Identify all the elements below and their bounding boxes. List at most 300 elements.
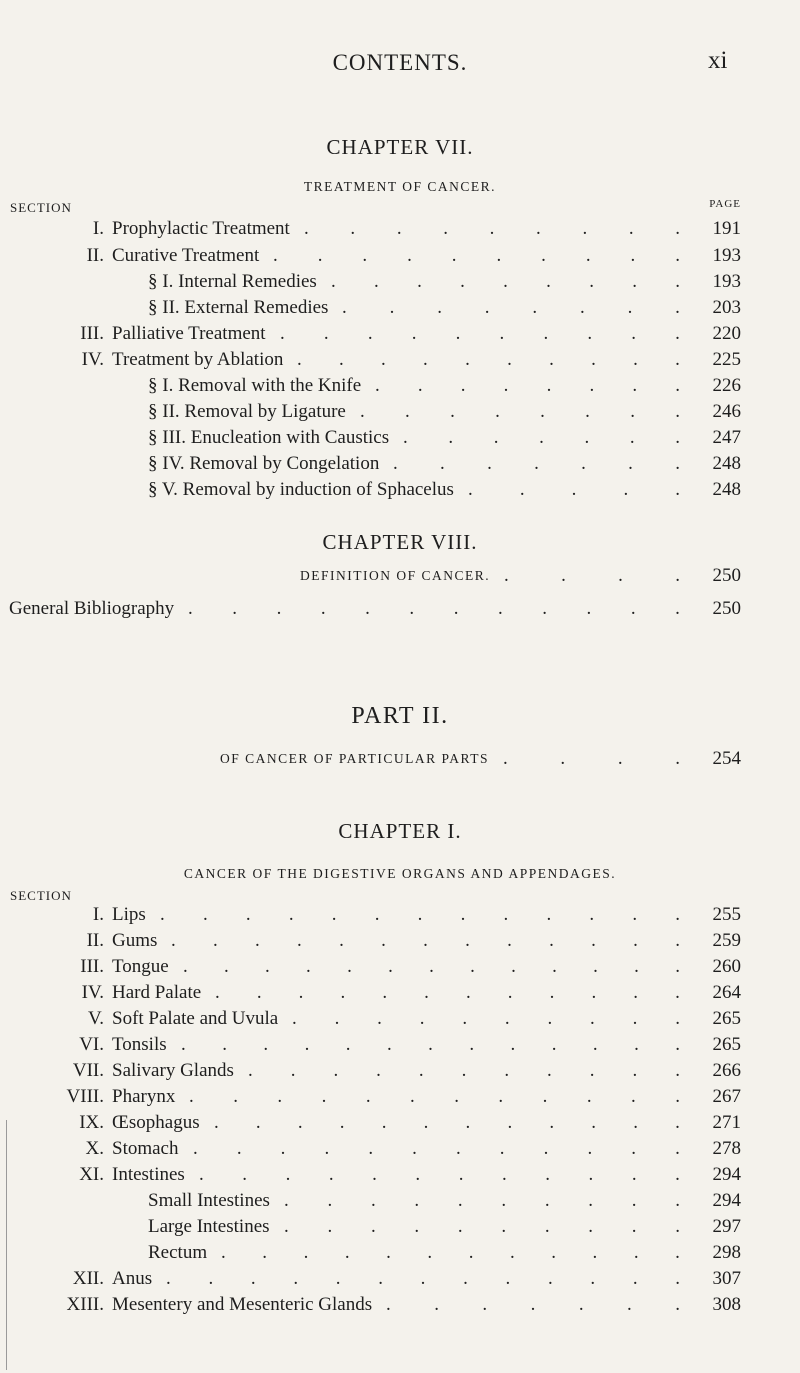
leader-dot: . xyxy=(265,956,270,977)
leader-dot: . xyxy=(414,1190,420,1211)
leader-dot: . xyxy=(545,1164,550,1185)
leader-dot: . xyxy=(630,401,635,422)
leader-dot: . xyxy=(579,297,585,318)
leader-dot: . xyxy=(285,1164,291,1185)
entry-page: 264 xyxy=(712,982,741,1003)
leader-dots xyxy=(273,244,680,268)
leader-dot: . xyxy=(628,218,634,239)
part-2-title: PART II. xyxy=(351,703,449,729)
leader-dot: . xyxy=(403,427,408,448)
leader-dot: . xyxy=(222,1034,227,1055)
leader-dot: . xyxy=(468,1242,474,1263)
leader-dot: . xyxy=(631,323,636,344)
leader-dot: . xyxy=(631,1216,637,1237)
leader-dot: . xyxy=(633,930,638,951)
toc-entry xyxy=(0,322,800,346)
leader-dot: . xyxy=(675,1034,680,1055)
leader-dot: . xyxy=(507,930,512,951)
page-column-label: PAGE xyxy=(709,198,741,210)
leader-dot: . xyxy=(415,1164,421,1185)
leader-dot: . xyxy=(549,349,554,370)
leader-dots xyxy=(331,270,680,294)
leader-dot: . xyxy=(434,1294,439,1315)
leader-dot: . xyxy=(298,982,304,1003)
leader-dot: . xyxy=(460,904,466,925)
leader-dot: . xyxy=(437,297,442,318)
leader-dot: . xyxy=(290,1060,296,1081)
leader-dot: . xyxy=(630,245,636,266)
leader-dot: . xyxy=(551,1242,556,1263)
leader-dots xyxy=(304,217,680,241)
leader-dot: . xyxy=(546,271,551,292)
leader-dot: . xyxy=(542,1086,548,1107)
leader-dot: . xyxy=(386,1294,391,1315)
leader-dot: . xyxy=(675,1086,680,1107)
entry-page: 265 xyxy=(712,1008,741,1029)
leader-dot: . xyxy=(496,245,502,266)
entry-number: II. xyxy=(86,245,104,266)
leader-dots xyxy=(248,1059,680,1083)
bibliography-page: 250 xyxy=(712,598,741,619)
leader-dot: . xyxy=(675,1294,680,1315)
leader-dot: . xyxy=(632,1268,638,1289)
leader-dot: . xyxy=(465,349,470,370)
leader-dot: . xyxy=(340,982,346,1003)
leader-dot: . xyxy=(498,1086,504,1107)
leader-dots xyxy=(284,1215,680,1239)
entry-page: 248 xyxy=(712,479,741,500)
leader-dot: . xyxy=(587,1138,593,1159)
leader-dot: . xyxy=(590,1008,595,1029)
leader-dots xyxy=(160,903,680,927)
leader-dot: . xyxy=(675,904,680,925)
leader-dot: . xyxy=(424,982,429,1003)
leader-dot: . xyxy=(675,479,680,500)
leader-dots xyxy=(503,747,680,771)
entry-title: Prophylactic Treatment xyxy=(112,218,290,239)
leader-dot: . xyxy=(232,598,238,619)
entry-page: 193 xyxy=(712,271,741,292)
leader-dot: . xyxy=(327,1190,333,1211)
leader-dot: . xyxy=(460,375,466,396)
leader-dots xyxy=(214,1111,680,1135)
leader-dot: . xyxy=(591,930,596,951)
chapter-8-title: CHAPTER VIII. xyxy=(322,530,478,554)
leader-dot: . xyxy=(630,598,636,619)
leader-dot: . xyxy=(160,904,165,925)
leader-dot: . xyxy=(627,297,633,318)
leader-dot: . xyxy=(339,930,344,951)
toc-entry xyxy=(0,348,800,372)
leader-dot: . xyxy=(457,1190,463,1211)
leader-dot: . xyxy=(280,323,285,344)
entry-page: 265 xyxy=(712,1034,741,1055)
leader-dot: . xyxy=(360,401,365,422)
entry-title: Pharynx xyxy=(112,1086,176,1107)
chapter-8-heading: DEFINITION OF CANCER. xyxy=(300,568,491,583)
leader-dots xyxy=(284,1189,680,1213)
leader-dot: . xyxy=(389,297,395,318)
entry-title: Anus xyxy=(112,1268,153,1289)
leader-dot: . xyxy=(454,1086,459,1107)
entry-page: 271 xyxy=(712,1112,741,1133)
leader-dot: . xyxy=(675,598,680,619)
leader-dot: . xyxy=(546,904,552,925)
leader-dot: . xyxy=(519,479,525,500)
leader-dot: . xyxy=(532,297,538,318)
leader-dot: . xyxy=(629,427,635,448)
leader-dot: . xyxy=(345,1034,351,1055)
leader-dot: . xyxy=(255,1112,261,1133)
leader-dots xyxy=(375,374,680,398)
leader-dot: . xyxy=(582,218,588,239)
toc-entry xyxy=(0,903,800,927)
leader-dots xyxy=(189,1085,680,1109)
leader-dot: . xyxy=(233,1086,238,1107)
leader-dot: . xyxy=(591,982,597,1003)
leader-dot: . xyxy=(544,1190,550,1211)
chapter-7-heading: TREATMENT OF CANCER. xyxy=(303,179,497,194)
leader-dot: . xyxy=(297,930,302,951)
leader-dot: . xyxy=(368,1138,374,1159)
part-2-heading-page: 254 xyxy=(712,748,741,769)
leader-dot: . xyxy=(542,598,547,619)
leader-dot: . xyxy=(458,1164,464,1185)
leader-dot: . xyxy=(417,375,423,396)
leader-dot: . xyxy=(276,598,282,619)
entry-number: XI. xyxy=(79,1164,104,1185)
leader-dot: . xyxy=(370,1190,376,1211)
leader-dot: . xyxy=(675,930,680,951)
entry-title: § I. Internal Remedies xyxy=(148,271,317,292)
leader-dot: . xyxy=(633,1242,639,1263)
toc-entry xyxy=(0,478,800,502)
leader-dot: . xyxy=(487,453,492,474)
part-2-heading: OF CANCER OF PARTICULAR PARTS xyxy=(220,751,489,766)
leader-dot: . xyxy=(504,1008,510,1029)
leader-dot: . xyxy=(675,375,680,396)
toc-entry xyxy=(0,1267,800,1291)
leader-dot: . xyxy=(181,1034,186,1055)
leader-dot: . xyxy=(414,1216,420,1237)
leader-dot: . xyxy=(443,218,448,239)
leader-dot: . xyxy=(393,453,398,474)
leader-dot: . xyxy=(593,956,598,977)
leader-dot: . xyxy=(633,1112,638,1133)
leader-dot: . xyxy=(410,1086,415,1107)
leader-dot: . xyxy=(547,1060,552,1081)
leader-dot: . xyxy=(457,1216,463,1237)
entry-title: Salivary Glands xyxy=(112,1060,234,1081)
entry-title: Rectum xyxy=(148,1242,208,1263)
leader-dot: . xyxy=(675,1112,680,1133)
leader-dot: . xyxy=(633,982,639,1003)
entry-number: IX. xyxy=(79,1112,104,1133)
leader-dot: . xyxy=(236,1138,242,1159)
entry-number: V. xyxy=(87,1008,104,1029)
leader-dot: . xyxy=(675,1216,680,1237)
leader-dot: . xyxy=(224,956,229,977)
leader-dot: . xyxy=(634,956,639,977)
entry-title: Treatment by Ablation xyxy=(112,349,284,370)
leader-dot: . xyxy=(378,1268,383,1289)
entry-number: IV. xyxy=(81,982,104,1003)
leader-dot: . xyxy=(675,323,680,344)
leader-dot: . xyxy=(411,323,417,344)
leader-dot: . xyxy=(539,427,544,448)
leader-dot: . xyxy=(675,1060,680,1081)
leader-dot: . xyxy=(586,1086,592,1107)
leader-dots xyxy=(504,564,680,588)
leader-dot: . xyxy=(571,479,577,500)
entry-title: Gums xyxy=(112,930,158,951)
leader-dot: . xyxy=(675,1164,680,1185)
leader-dot: . xyxy=(552,956,557,977)
leader-dot: . xyxy=(381,1112,387,1133)
leader-dot: . xyxy=(541,245,546,266)
toc-entry xyxy=(0,1059,800,1083)
leader-dot: . xyxy=(255,930,260,951)
leader-dot: . xyxy=(350,218,356,239)
toc-entry xyxy=(0,244,800,268)
entry-page: 220 xyxy=(712,323,741,344)
leader-dot: . xyxy=(499,1138,505,1159)
leader-dot: . xyxy=(465,930,470,951)
leader-dot: . xyxy=(589,1060,595,1081)
leader-dot: . xyxy=(489,218,495,239)
leader-dot: . xyxy=(675,1138,680,1159)
leader-dot: . xyxy=(534,453,539,474)
leader-dots xyxy=(342,296,680,320)
leader-dot: . xyxy=(189,1086,194,1107)
leader-dot: . xyxy=(166,1268,171,1289)
leader-dot: . xyxy=(388,956,393,977)
leader-dot: . xyxy=(417,271,422,292)
entry-number: III. xyxy=(80,323,104,344)
entry-title: Mesentery and Mesenteric Glands xyxy=(112,1294,373,1315)
leader-dot: . xyxy=(317,245,323,266)
leader-dot: . xyxy=(208,1268,214,1289)
leader-dot: . xyxy=(412,1138,417,1159)
entry-title: Small Intestines xyxy=(148,1190,270,1211)
part-2-heading-row xyxy=(0,747,800,771)
entry-title: § II. External Remedies xyxy=(148,297,329,318)
leader-dot: . xyxy=(509,1242,515,1263)
chapter-1-heading: CANCER OF THE DIGESTIVE ORGANS AND APPENDAGES. xyxy=(183,866,617,881)
leader-dots xyxy=(171,929,680,953)
leader-dot: . xyxy=(495,401,500,422)
entry-page: 267 xyxy=(712,1086,741,1107)
entry-number: II. xyxy=(86,930,104,951)
leader-dot: . xyxy=(631,1138,637,1159)
leader-dot: . xyxy=(284,1216,289,1237)
leader-dot: . xyxy=(331,904,337,925)
leader-dots xyxy=(199,1163,680,1187)
chapter-1-title: CHAPTER I. xyxy=(338,819,462,843)
leader-dot: . xyxy=(328,1164,334,1185)
leader-dot: . xyxy=(214,1112,219,1133)
leader-dot: . xyxy=(277,1086,283,1107)
leader-dot: . xyxy=(327,1216,333,1237)
leader-dot: . xyxy=(549,930,554,951)
leader-dot: . xyxy=(675,349,680,370)
leader-dot: . xyxy=(405,401,410,422)
leader-dot: . xyxy=(546,375,552,396)
leader-dots xyxy=(166,1267,680,1291)
leader-dot: . xyxy=(675,297,680,318)
leader-dot: . xyxy=(587,323,593,344)
toc-entry xyxy=(0,1241,800,1265)
leader-dot: . xyxy=(381,930,386,951)
leader-dot: . xyxy=(586,598,592,619)
bibliography-title: General Bibliography xyxy=(9,598,175,619)
entry-page: 259 xyxy=(712,930,741,951)
leader-dot: . xyxy=(544,1216,550,1237)
leader-dot: . xyxy=(429,956,434,977)
toc-entry xyxy=(0,955,800,979)
leader-dot: . xyxy=(202,904,208,925)
leader-dot: . xyxy=(213,930,218,951)
leader-dot: . xyxy=(427,1242,433,1263)
entry-title: Soft Palate and Uvula xyxy=(112,1008,279,1029)
toc-entry xyxy=(0,1007,800,1031)
leader-dot: . xyxy=(423,930,428,951)
leader-dot: . xyxy=(199,1164,204,1185)
toc-entry xyxy=(0,270,800,294)
leader-dot: . xyxy=(510,1034,516,1055)
entry-page: 307 xyxy=(712,1268,741,1289)
toc-entry xyxy=(0,1293,800,1317)
leader-dots xyxy=(393,452,680,476)
leader-dot: . xyxy=(589,904,595,925)
leader-dot: . xyxy=(632,1060,638,1081)
leader-dot: . xyxy=(450,401,455,422)
chapter-8-heading-page: 250 xyxy=(712,565,741,586)
leader-dot: . xyxy=(549,982,555,1003)
leader-dot: . xyxy=(324,1138,330,1159)
leader-dot: . xyxy=(365,1086,371,1107)
leader-dots xyxy=(188,597,680,621)
leader-dot: . xyxy=(543,1138,549,1159)
leader-dot: . xyxy=(627,1294,632,1315)
chapter-8-heading-row xyxy=(0,564,800,588)
entry-page: 247 xyxy=(712,427,741,448)
entry-page: 246 xyxy=(712,401,741,422)
leader-dot: . xyxy=(588,1164,594,1185)
leader-dot: . xyxy=(589,375,595,396)
leader-dot: . xyxy=(675,218,680,239)
margin-rule xyxy=(6,1120,7,1370)
toc-entry xyxy=(0,296,800,320)
leader-dot: . xyxy=(493,427,499,448)
entry-number: VIII. xyxy=(66,1086,104,1107)
leader-dot: . xyxy=(585,245,591,266)
leader-dot: . xyxy=(339,1112,345,1133)
leader-dot: . xyxy=(451,245,457,266)
leader-dot: . xyxy=(171,930,176,951)
leader-dot: . xyxy=(584,427,590,448)
entry-page: 255 xyxy=(712,904,741,925)
leader-dot: . xyxy=(675,453,680,474)
leader-dot: . xyxy=(297,1112,303,1133)
leader-dot: . xyxy=(547,1268,553,1289)
leader-dot: . xyxy=(501,1216,507,1237)
leader-dot: . xyxy=(409,598,415,619)
leader-dot: . xyxy=(675,245,680,266)
leader-dot: . xyxy=(335,1268,341,1289)
section-label: SECTION xyxy=(10,200,72,215)
leader-dot: . xyxy=(193,1138,198,1159)
entry-number: XIII. xyxy=(66,1294,104,1315)
leader-dot: . xyxy=(497,598,503,619)
leader-dot: . xyxy=(588,1216,594,1237)
leader-dot: . xyxy=(501,1190,507,1211)
leader-dot: . xyxy=(675,401,680,422)
entry-number: VII. xyxy=(72,1060,104,1081)
leader-dot: . xyxy=(420,1268,426,1289)
leader-dot: . xyxy=(188,598,193,619)
toc-entry xyxy=(0,452,800,476)
entry-page: 248 xyxy=(712,453,741,474)
leader-dot: . xyxy=(462,1008,468,1029)
leader-dot: . xyxy=(331,271,336,292)
entry-title: Tongue xyxy=(112,956,169,977)
toc-entry xyxy=(0,1085,800,1109)
bibliography-row xyxy=(0,597,800,621)
leader-dots xyxy=(215,981,680,1005)
leader-dot: . xyxy=(503,748,508,769)
leader-dot: . xyxy=(551,1034,557,1055)
section-label: SECTION xyxy=(10,888,72,903)
leader-dot: . xyxy=(631,1086,636,1107)
entry-page: 308 xyxy=(712,1294,741,1315)
leader-dot: . xyxy=(221,1242,226,1263)
entry-title: § I. Removal with the Knife xyxy=(148,375,362,396)
leader-dot: . xyxy=(530,1294,536,1315)
toc-entry xyxy=(0,374,800,398)
toc-entry xyxy=(0,1189,800,1213)
leader-dot: . xyxy=(507,349,512,370)
leader-dot: . xyxy=(284,1190,289,1211)
entry-page: 298 xyxy=(712,1242,741,1263)
toc-entry xyxy=(0,1137,800,1161)
leader-dot: . xyxy=(461,1060,467,1081)
leader-dot: . xyxy=(256,982,262,1003)
leader-dot: . xyxy=(511,956,516,977)
entry-title: Large Intestines xyxy=(148,1216,270,1237)
leader-dot: . xyxy=(504,1060,510,1081)
leader-dots xyxy=(360,400,680,424)
leader-dot: . xyxy=(618,565,623,586)
leader-dot: . xyxy=(297,349,302,370)
leader-dot: . xyxy=(306,956,311,977)
leader-dot: . xyxy=(342,297,347,318)
leader-dot: . xyxy=(280,1138,286,1159)
toc-entry xyxy=(0,1215,800,1239)
leader-dots xyxy=(280,322,680,346)
leader-dot: . xyxy=(455,1138,461,1159)
leader-dot: . xyxy=(590,1268,596,1289)
leader-dot: . xyxy=(592,1242,598,1263)
leader-dot: . xyxy=(460,271,465,292)
entry-page: 225 xyxy=(712,349,741,370)
entry-page: 294 xyxy=(712,1190,741,1211)
entry-title: § V. Removal by induction of Sphacelus xyxy=(148,479,454,500)
leader-dot: . xyxy=(183,956,188,977)
leader-dot: . xyxy=(503,271,508,292)
leader-dot: . xyxy=(215,982,220,1003)
leader-dot: . xyxy=(455,323,461,344)
